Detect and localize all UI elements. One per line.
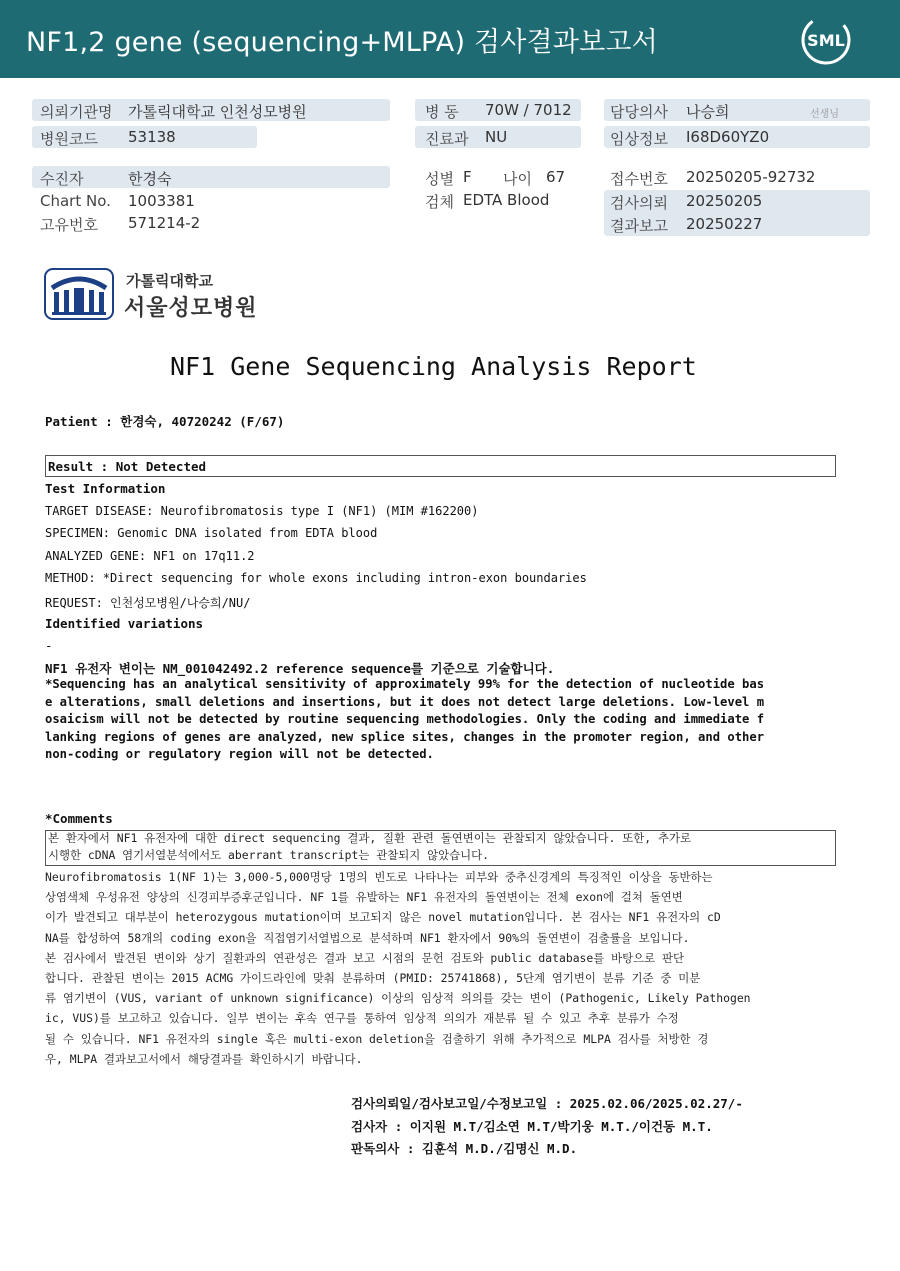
test-info-heading: Test Information [45,481,166,496]
ward-label: 병 동 [425,103,459,121]
dept-value: NU [485,128,508,146]
sensitivity-note: *Sequencing has an analytical sensitivity of approximately 99% for the detection of nucleotide bas e alterations, small deletions and insertions, but it does not detect large deletions. Low-level m osaicism will not be detected by routine sequencing methodologies. Only the coding and immediate f lanking regions of genes are analyzed, new splice sites, changes in the promoter region, and other non-coding or regulatory region will not be detected. [45,677,765,761]
unique-value: 571214-2 [128,214,201,232]
clinical-row [604,126,870,148]
readers-line: 판독의사 : 김훈석 M.D./김명신 M.D. [351,1141,578,1156]
technicians-line: 검사자 : 이지원 M.T/김소연 M.T/박기웅 M.T./이건동 M.T. [351,1119,713,1134]
comment-box [45,830,836,866]
ward-value: 70W / 7012 [485,101,572,119]
request-line: REQUEST: 인천성모병원/나승희/NU/ [45,596,251,610]
report-date-value: 20250227 [686,215,763,233]
doctor-suffix: 선생님 [810,109,839,120]
identified-heading: Identified variations [45,616,204,631]
clinical-value: I68D60YZ0 [686,128,770,146]
sex-label: 성별 [425,170,454,188]
report-title: NF1 Gene Sequencing Analysis Report [170,352,697,381]
comments-heading: *Comments [45,811,113,826]
sml-logo-text: SML [807,31,845,50]
receipt-value: 20250205-92732 [686,168,816,186]
comment-body: Neurofibromatosis 1(NF 1)는 3,000-5,000명당 1명의 빈도로 나타나는 피부와 중추신경계의 특징적인 이상을 동반하는 상염색체 우성유전 양상의 신경피부증후군입니다. NF 1를 유발하는 NF1 유전자의 돌연변이는 전체 exon에 걸쳐 돌연변 이가 발견되고 대부분이 heterozygous mutation이며 보고되지 않은 novel mutation입니다. 본 검사는 NF1 유전자의 cD NA를 합성하여 58개의 coding exon을 직접염기서열법으로 분석하며 NF1 환자에서 90%의 돌연변이 검출률을 보입니다. 본 검사에서 발견된 변이와 상기 질환과의 연관성은 결과 보고 시점의 문헌 검토와 public database를 바탕으로 판단 합니다. 관찰된 변이는 2015 ACMG 가이드라인에 맞춰 분류하며 (PMID: 25741868), 5단계 염기변이 분류 기준 중 미분 류 염기변이 (VUS, variant of unknown significance) 이상의 임상적 의의를 갖는 변이 (Pathogenic, Likely Pathogen ic, VUS)를 보고하고 있습니다. 일부 변이는 후속 연구를 통하여 임상적 의의가 재분류 될 수 있고 추후 분류가 수정 될 수 있습니다. NF1 유전자의 single 혹은 multi-exon deletion을 검출하기 위해 추가적으로 MLPA 검사를 처방한 경 우, MLPA 결과보고서에서 해당결과를 확인하시기 바랍니다. [45,870,751,1066]
comment-box-text: 본 환자에서 NF1 유전자에 대한 direct sequencing 결과, 질환 관련 돌연변이는 관찰되지 않았습니다. 또한, 추가로 시행한 cDNA 염기서열분석에서도 aberrant transcript는 관찰되지 않았습니다. [48,831,692,862]
hospital-code-row [32,126,257,148]
doctor-row [604,99,870,121]
clinical-label: 임상정보 [610,130,668,148]
unique-row [32,212,390,234]
hospital-code-label: 병원코드 [40,130,98,148]
report-date-label: 결과보고 [610,217,668,235]
hospital-emblem-icon [44,268,114,320]
specimen-label: 검체 [425,193,454,211]
reference-note: NF1 유전자 변이는 NM_001042492.2 reference sequence를 기준으로 기술합니다. [45,661,555,676]
header-bar [0,0,900,78]
patient-row [32,166,390,188]
hospital-logo-big: 서울성모병원 [124,296,258,321]
sml-logo [800,14,852,66]
patient-value: 한경숙 [128,170,172,188]
specimen-row [415,189,581,211]
unique-label: 고유번호 [40,216,98,234]
dept-label: 진료과 [425,130,469,148]
institution-row [32,99,390,121]
hospital-code-value: 53138 [128,128,176,146]
age-label: 나이 [503,170,532,188]
receipt-label: 접수번호 [610,170,668,188]
method-line: METHOD: *Direct sequencing for whole exons including intron-exon boundaries [45,571,587,585]
chart-label: Chart No. [40,192,111,210]
request-date-value: 20250205 [686,192,763,210]
sex-value: F [463,168,472,186]
chart-row [32,190,390,212]
sex-age-row [415,166,581,188]
request-date-label: 검사의뢰 [610,194,668,212]
result-box [45,455,836,477]
dept-row [415,126,581,148]
institution-label: 의뢰기관명 [40,103,113,121]
specimen-line: SPECIMEN: Genomic DNA isolated from EDTA blood [45,526,378,540]
doctor-value: 나승희 [686,103,730,121]
result-text: Result : Not Detected [48,459,207,474]
analyzed-gene: ANALYZED GENE: NF1 on 17q11.2 [45,549,255,563]
hospital-logo-small: 가톨릭대학교 [126,272,213,290]
report-header-title: NF1,2 gene (sequencing+MLPA) 검사결과보고서 [26,27,658,58]
target-disease: TARGET DISEASE: Neurofibromatosis type I (NF1) (MIM #162200) [45,504,479,518]
ward-row [415,99,581,121]
chart-value: 1003381 [128,192,195,210]
patient-label: 수진자 [40,170,84,188]
doctor-label: 담당의사 [610,103,668,121]
date-block [604,190,870,236]
identified-value: - [45,638,53,653]
specimen-value: EDTA Blood [463,191,550,209]
age-value: 67 [546,168,566,186]
dates-line: 검사의뢰일/검사보고일/수정보고일 : 2025.02.06/2025.02.27/- [351,1096,743,1111]
institution-value: 가톨릭대학교 인천성모병원 [128,103,307,121]
patient-line: Patient : 한경숙, 40720242 (F/67) [45,414,285,429]
receipt-row [604,166,870,188]
